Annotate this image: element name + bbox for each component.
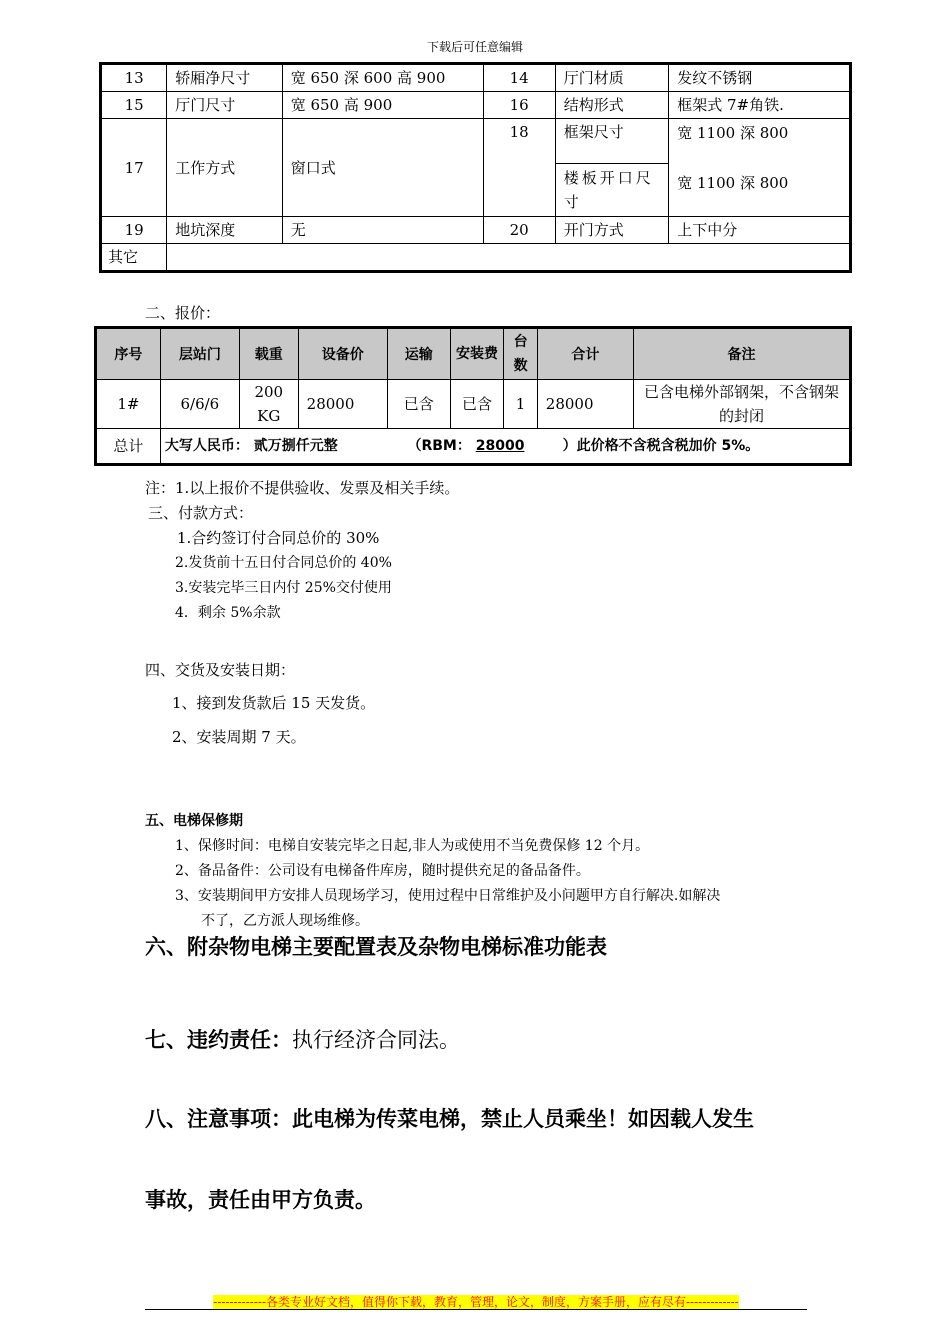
total-prefix: 大写人民币： 贰万捌仟元整 — [164, 438, 338, 454]
col-header: 备注 — [634, 328, 851, 380]
table-row — [101, 217, 851, 244]
col-header: 载重 — [239, 328, 298, 380]
spec-value — [669, 119, 851, 217]
cell-equipment-price: 28000 — [298, 380, 387, 429]
payment-item: 4．剩余 5%余款 — [175, 605, 281, 621]
col-header: 安装费 — [450, 328, 504, 380]
spec-value: 上下中分 — [669, 217, 851, 244]
warranty-item: 不了，乙方派人现场维修。 — [201, 913, 369, 929]
cell-floors: 6/6/6 — [160, 380, 239, 429]
spec-value: 无 — [282, 217, 483, 244]
quote-table — [94, 326, 852, 466]
spec-value: 框架式 7#角铁. — [669, 92, 851, 119]
spec-table — [99, 62, 852, 273]
col-header: 台数 — [504, 328, 537, 380]
other-value — [167, 244, 851, 272]
quote-heading: 二、报价： — [145, 304, 221, 322]
col-header: 运输 — [387, 328, 450, 380]
col-header: 层站门 — [160, 328, 239, 380]
spec-num: 17 — [101, 119, 167, 217]
spec-key: 框架尺寸 — [555, 119, 668, 164]
total-text — [160, 429, 850, 465]
warranty-item: 1、保修时间：电梯自安装完毕之日起,非人为或使用不当免费保修 12 个月。 — [175, 838, 650, 854]
spec-num: 16 — [483, 92, 555, 119]
total-label: 总计 — [96, 429, 161, 465]
cell-transport: 已含 — [387, 380, 450, 429]
spec-num: 20 — [483, 217, 555, 244]
col-header: 合计 — [537, 328, 633, 380]
spec-num: 19 — [101, 217, 167, 244]
table-row — [101, 64, 851, 92]
cell-remark: 已含电梯外部钢架，不含钢架的封闭 — [634, 380, 851, 429]
payment-item: 3.安装完毕三日内付 25%交付使用 — [175, 580, 392, 596]
other-label: 其它 — [101, 244, 167, 272]
footer-text: -------------各类专业好文档，值得你下载，教育，管理，论文，制度，方案手册，应有尽有------------- — [213, 1295, 739, 1309]
table-row — [101, 92, 851, 119]
spec-num: 15 — [101, 92, 167, 119]
table-header-row — [96, 328, 851, 380]
opening-size-value: 宽 1100 深 800 — [677, 174, 789, 192]
cell-install: 已含 — [450, 380, 504, 429]
section8-line2: 事故，责任由甲方负责。 — [145, 1188, 376, 1212]
spec-value: 宽 650 高 900 — [282, 92, 483, 119]
delivery-item: 2、安装周期 7 天。 — [172, 728, 306, 746]
col-header: 设备价 — [298, 328, 387, 380]
note-line: 注：1.以上报价不提供验收、发票及相关手续。 — [145, 479, 460, 497]
spec-num: 18 — [483, 119, 555, 217]
warranty-item: 2、备品备件：公司设有电梯备件库房，随时提供充足的备品备件。 — [175, 863, 590, 879]
spec-value: 窗口式 — [282, 119, 483, 217]
rbm-value: 28000 — [475, 438, 525, 454]
table-total-row — [96, 429, 851, 465]
cell-index: 1# — [96, 380, 161, 429]
spec-value: 发纹不锈钢 — [669, 64, 851, 92]
spec-key: 地坑深度 — [167, 217, 282, 244]
spec-key: 楼板开口尺寸 — [555, 164, 668, 217]
warranty-item: 3、安装期间甲方安排人员现场学习，使用过程中日常维护及小问题甲方自行解决.如解决 — [175, 888, 721, 904]
cell-load: 200 KG — [239, 380, 298, 429]
table-row — [101, 119, 851, 164]
frame-size-value: 宽 1100 深 800 — [677, 124, 789, 142]
footer-divider — [145, 1309, 807, 1310]
cell-quantity: 1 — [504, 380, 537, 429]
payment-heading: 三、付款方式： — [148, 504, 254, 522]
warranty-heading: 五、电梯保修期 — [145, 813, 243, 829]
rbm-close: ）此价格不含税含税加价 5%。 — [562, 438, 760, 454]
header-note: 下载后可任意编辑 — [426, 40, 523, 54]
section7-text: 执行经济合同法。 — [292, 1028, 460, 1052]
delivery-heading: 四、交货及安装日期： — [145, 661, 296, 679]
footer-banner — [145, 1293, 807, 1310]
cell-total: 28000 — [537, 380, 633, 429]
spec-key: 工作方式 — [167, 119, 282, 217]
rbm-open: （RBM： — [407, 438, 471, 454]
col-header: 序号 — [96, 328, 161, 380]
spec-key: 开门方式 — [555, 217, 668, 244]
spec-key: 厅门尺寸 — [167, 92, 282, 119]
delivery-item: 1、接到发货款后 15 天发货。 — [172, 694, 376, 712]
section7 — [145, 1024, 460, 1054]
section7-label: 七、违约责任： — [145, 1028, 292, 1052]
spec-num: 13 — [101, 64, 167, 92]
spec-key: 结构形式 — [555, 92, 668, 119]
table-row — [101, 244, 851, 272]
section8-line1: 八、注意事项：此电梯为传菜电梯，禁止人员乘坐！如因载人发生 — [145, 1107, 754, 1131]
payment-item: 1.合约签订付合同总价的 30% — [177, 529, 380, 547]
spec-key: 轿厢净尺寸 — [167, 64, 282, 92]
spec-key: 厅门材质 — [555, 64, 668, 92]
spec-value: 宽 650 深 600 高 900 — [282, 64, 483, 92]
table-row — [96, 380, 851, 429]
payment-item: 2.发货前十五日付合同总价的 40% — [175, 555, 392, 571]
section6-heading: 六、附杂物电梯主要配置表及杂物电梯标准功能表 — [145, 935, 607, 959]
spec-num: 14 — [483, 64, 555, 92]
